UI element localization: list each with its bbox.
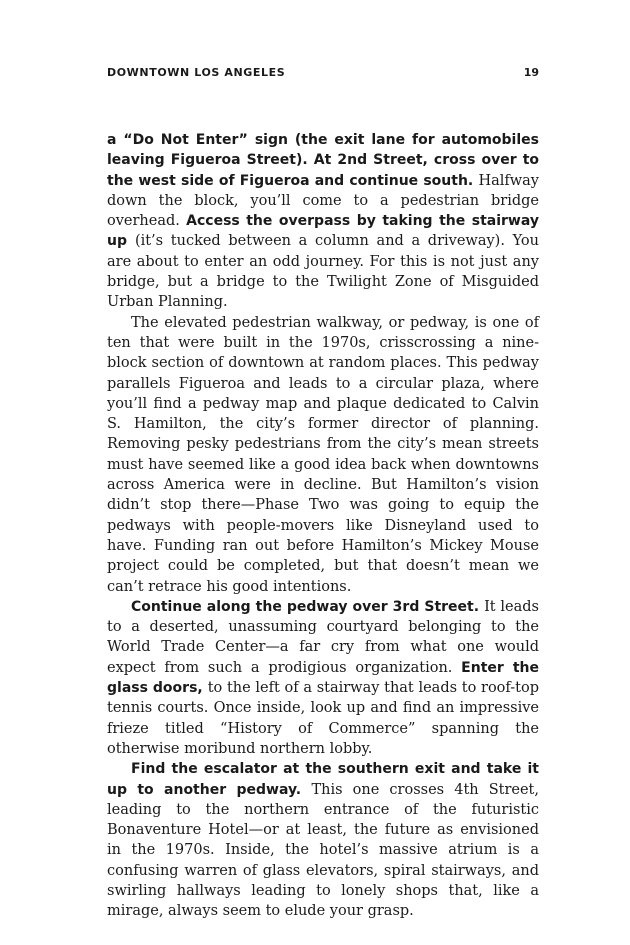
text-run: The elevated pedestrian walkway, or pedway, is one of ten that were built in the 1970s, crisscrossing a nine-block section of downtown at random places. This pedway parallels Figueroa and leads to a circular plaza, where you’ll find a pedway map and plaque dedicated to Calvin S. Hamilton, the city’s former director of planning. Removing pesky pedestrians from the city’s mean streets must have seemed like a good idea back when downtowns across America were in decline. But Hamilton’s vision didn’t stop there—Phase Two was going to equip the pedways with people-movers like Disneyland used to have. Funding ran out before Hamilton’s Mickey Mouse project could be completed, but that doesn’t mean we can’t retrace his good intentions. — [107, 314, 539, 595]
bold-run: Find the escalator at the southern exit and take it up to another pedway. — [107, 761, 539, 798]
bold-run: Enter the glass doors, — [107, 659, 539, 697]
running-head — [107, 66, 539, 82]
paragraph — [107, 130, 539, 313]
text-run: This one crosses 4th Street, leading to the northern entrance of the futuristic Bonaventure Hotel—or at least, the future as envisioned in the 1970s. Inside, the hotel’s massive atrium is a confusing warren of glass elevators, spiral stairways, and swirling hallways leading to lonely shops that, like a mirage, always seem to elude your grasp. — [107, 781, 539, 920]
paragraph — [107, 313, 539, 597]
text-run: Halfway down the block, you’ll come to a pedestrian bridge overhead. — [107, 172, 539, 230]
bold-run: Access the overpass by taking the stairway up — [107, 213, 540, 250]
bold-run: a “Do Not Enter” sign (the exit lane for automobiles leaving Figueroa Street). At 2nd Street, cross over to the west side of Figueroa and continue south. — [107, 132, 539, 189]
bold-run: Continue along the pedway over 3rd Street. — [131, 598, 485, 615]
text-run: It leads to a deserted, unassuming courtyard belonging to the World Trade Center—a far cry from what one would expect from such a prodigious organization. — [107, 598, 539, 676]
running-title: DOWNTOWN LOS ANGELES — [107, 66, 286, 79]
paragraph — [107, 597, 539, 759]
body-text — [107, 130, 539, 922]
text-run: (it’s tucked between a column and a driveway). You are about to enter an odd journey. For this is not just any bridge, but a bridge to the Twilight Zone of Misguided Urban Planning. — [107, 233, 539, 311]
paragraph — [107, 759, 539, 921]
text-run: to the left of a stairway that leads to roof-top tennis courts. Once inside, look up and find an impressive frieze titled “History of Commerce” spanning the otherwise moribund northern lobby. — [107, 680, 539, 757]
page-number: 19 — [523, 66, 539, 79]
